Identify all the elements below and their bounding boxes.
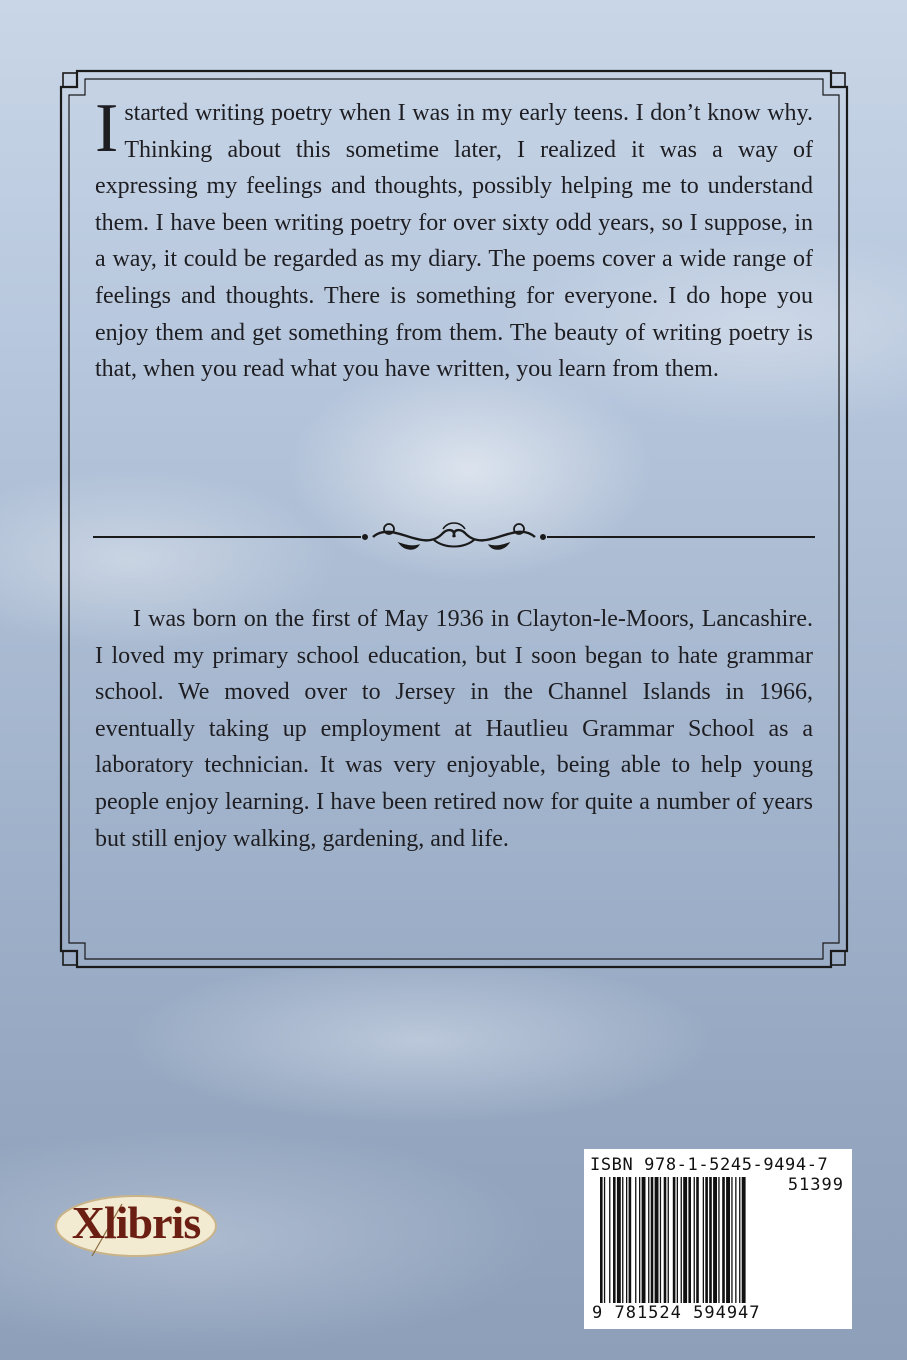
- barcode-bar: [739, 1177, 740, 1307]
- intro-text: started writing poetry when I was in my early teens. I don’t know why. Thinking about this sometime later, I realized it was a way of expressing my feelings and thoughts, possibly helping me to understand them. I have been writing poetry for over sixty odd years, so I suppose, in a way, it could be regarded as my diary. The poems cover a wide range of feelings and thoughts. There is something for everyone. I do hope you enjoy them and get something from them. The beauty of writing poetry is that, when you read what you have written, you learn from them.: [95, 100, 813, 383]
- barcode-bar: [681, 1177, 682, 1307]
- barcode-bar: [694, 1177, 695, 1307]
- barcode-bar: [673, 1177, 676, 1307]
- barcode-bar: [609, 1177, 610, 1307]
- isbn-label: ISBN 978-1-5245-9494-7: [590, 1155, 829, 1175]
- barcode-bar: [617, 1177, 621, 1307]
- price-code: 51399: [787, 1175, 844, 1195]
- barcode-bar: [639, 1177, 640, 1307]
- text-frame: [57, 67, 851, 971]
- barcode-bar: [660, 1177, 661, 1307]
- publisher-logo: [52, 1190, 220, 1262]
- barcode-bar: [703, 1177, 704, 1307]
- barcode-bar: [604, 1177, 605, 1307]
- barcode-bar: [668, 1177, 669, 1307]
- barcode-bar: [688, 1177, 691, 1307]
- barcode-bars: [600, 1177, 840, 1307]
- barcode-bar: [709, 1177, 712, 1307]
- barcode-bar: [718, 1177, 719, 1307]
- publisher-name: Xlibris: [71, 1197, 201, 1248]
- barcode-bar: [629, 1177, 632, 1307]
- barcode-bar: [722, 1177, 725, 1307]
- intro-paragraph: [95, 90, 813, 388]
- barcode-bar: [683, 1177, 687, 1307]
- barcode-bar: [705, 1177, 708, 1307]
- barcode-bar: [626, 1177, 627, 1307]
- isbn-barcode: [584, 1149, 852, 1329]
- barcode-bar: [600, 1177, 603, 1307]
- isbn-digits: 9 781524 594947: [592, 1303, 765, 1323]
- barcode-bar: [655, 1177, 659, 1307]
- flourish-divider: [93, 515, 815, 561]
- barcode-bar: [613, 1177, 616, 1307]
- barcode-bar: [635, 1177, 636, 1307]
- barcode-bar: [696, 1177, 699, 1307]
- barcode-bar: [642, 1177, 646, 1307]
- barcode-bar: [651, 1177, 654, 1307]
- barcode-bar: [726, 1177, 730, 1307]
- barcode-bar: [648, 1177, 649, 1307]
- drop-cap: I: [95, 90, 119, 167]
- barcode-bar: [713, 1177, 717, 1307]
- barcode-bar: [731, 1177, 732, 1307]
- barcode-bar: [742, 1177, 746, 1307]
- barcode-bar: [622, 1177, 623, 1307]
- barcode-bar: [677, 1177, 678, 1307]
- barcode-bar: [664, 1177, 667, 1307]
- bio-paragraph: I was born on the first of May 1936 in Clayton-le-Moors, Lancashire. I loved my primary school education, but I soon began to hate grammar school. We moved over to Jersey in the Channel Islands in 1966, eventually taking up employment at Hautlieu Grammar School as a laboratory technician. It was very enjoyable, being able to help young people enjoy learning. I have been retired now for quite a number of years but still enjoy walking, gardening, and life.: [95, 606, 813, 852]
- barcode-bar: [735, 1177, 736, 1307]
